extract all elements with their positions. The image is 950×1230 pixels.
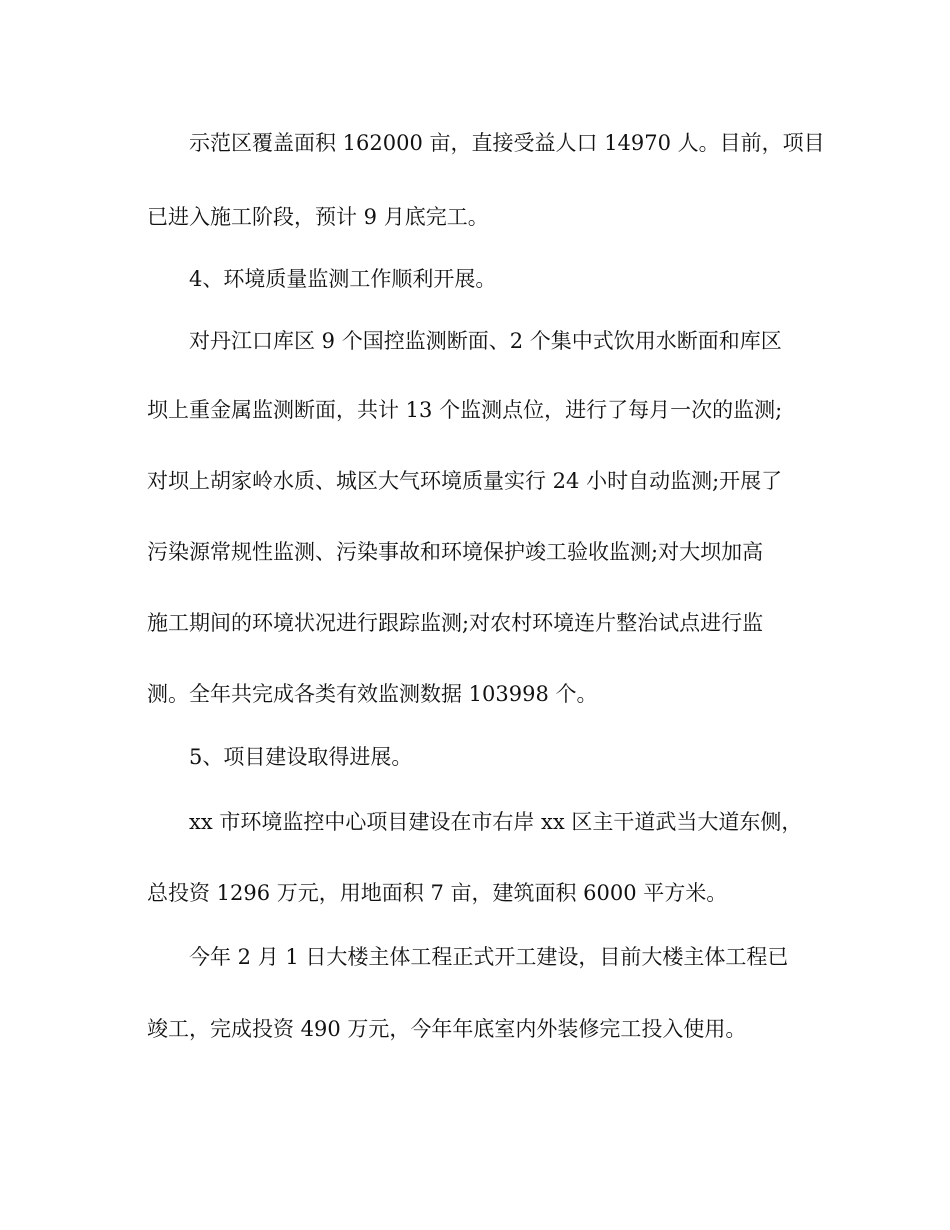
text-line-6: 对坝上胡家岭水质、城区大气环境质量实行 24 小时自动监测;开展了 (147, 469, 783, 493)
text-line-14: 竣工，完成投资 490 万元，今年年底室内外装修完工投入使用。 (147, 1017, 747, 1041)
text-line-2: 已进入施工阶段，预计 9 月底完工。 (147, 205, 489, 229)
text-line-5: 坝上重金属监测断面，共计 13 个监测点位，进行了每月一次的监测; (147, 398, 783, 422)
text-line-3: 4、环境质量监测工作顺利开展。 (189, 267, 497, 291)
text-line-1: 示范区覆盖面积 162000 亩，直接受益人口 14970 人。目前，项目 (189, 131, 825, 155)
text-line-7: 污染源常规性监测、污染事故和环境保护竣工验收监测;对大坝加高 (147, 540, 764, 564)
text-line-13: 今年 2 月 1 日大楼主体工程正式开工建设，目前大楼主体工程已 (189, 945, 789, 969)
text-line-11: xx 市环境监控中心项目建设在市右岸 xx 区主干道武当大道东侧， (189, 810, 803, 834)
text-line-8: 施工期间的环境状况进行跟踪监测;对农村环境连片整治试点进行监 (147, 611, 764, 635)
text-line-10: 5、项目建设取得进展。 (189, 745, 413, 769)
text-line-12: 总投资 1296 万元，用地面积 7 亩，建筑面积 6000 平方米。 (147, 881, 728, 905)
text-line-4: 对丹江口库区 9 个国控监测断面、2 个集中式饮用水断面和库区 (189, 329, 782, 353)
text-line-9: 测。全年共完成各类有效监测数据 103998 个。 (147, 682, 598, 706)
